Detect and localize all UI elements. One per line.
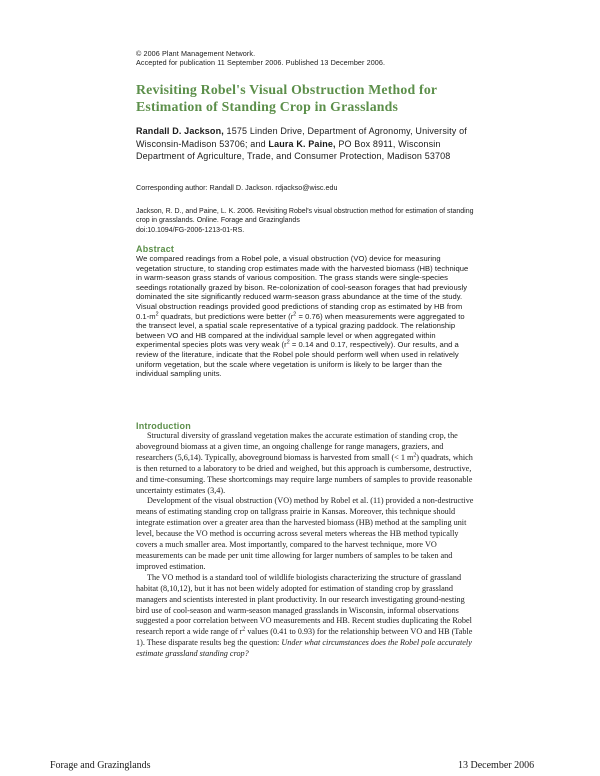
abstract-heading: Abstract (136, 244, 175, 254)
superscript: 2 (293, 311, 297, 318)
intro-p3-part-a: The VO method is a standard tool of wildlife biologists characterizing the structure of grassland habitat (8,10,12), but it has not been widely adopted for estimation of standing crop by grassland managers and scientists interested in plant productivity. In our research investigating ground-nesting bird use of cool-season and warm-season managed grasslands in Wisconsin, informal observations suggested a poor correlation between VO measurements and HB. Recent studies duplicating the Robel research report a wide range of r (136, 572, 472, 637)
accepted-line: Accepted for publication 11 September 2006. Published 13 December 2006. (136, 58, 386, 67)
abstract-part-1: We compared readings from a Robel pole, a visual obstruction (VO) device for measuring vegetation structure, to standing crop estimates made with the harvested biomass (HB) technique in warm-season grass stands of various composition. The grass stands were single-species seedings rotationally grazed by bison. Re-colonization of cool-season forages that had previously dominated the site significantly reduced warm-season grass abundance at the time of the study. Visual obstruction readings provided good predictions of standing crop as estimated by HB from 0.1-m (136, 254, 469, 321)
introduction-text (136, 431, 476, 660)
intro-paragraph-3 (136, 573, 476, 660)
intro-p3-question: Under what circumstances does the Robel pole accurately estimate grassland standing crop? (136, 638, 472, 659)
author-1-affiliation: 1575 Linden Drive, Department of Agronomy, University of Wisconsin-Madison 53706; and (136, 126, 467, 149)
superscript: 2 (242, 626, 246, 633)
copyright-notice (136, 49, 474, 67)
abstract-part-2: quadrats, but predictions were better (r (158, 311, 294, 321)
superscript: 2 (413, 452, 417, 459)
superscript: 2 (155, 311, 159, 318)
introduction-heading: Introduction (136, 421, 191, 431)
intro-p3-part-b: values (0.41 to 0.93) for the relationship between VO and HB (Table 1). These disparate results beg the question: (136, 627, 473, 648)
article-title: Revisiting Robel's Visual Obstruction Method for Estimation of Standing Crop in Grasslands (136, 82, 438, 114)
intro-paragraph-2: Development of the visual obstruction (VO) method by Robel et al. (11) provided a non-destructive means of estimating standing crop on tallgrass prairie in Kansas. Moreover, this technique should integrate estimation over a greater area than the harvested biomass (HB) method at the sampling unit level, because the VO method is occurring across several meters whereas the HB method typically covers a much smaller area. Most importantly, compared to the harvest technique, more VO measurements can be made per unit time allowing for larger numbers of samples to be taken and improved estimation. (136, 496, 474, 571)
abstract-part-3: = 0.76) when measurements were aggregated to the transect level, a spatial scale representative of a typical grazing paddock. The relationship between VO and HB compared at the individual sample level or when aggregated within experimental species plots was very weak (r (136, 311, 465, 350)
author-2-affiliation: PO Box 8911, Wisconsin Department of Agriculture, Trade, and Consumer Protection, Madison 53708 (136, 138, 451, 162)
author-1-name: Randall D. Jackson, (136, 126, 224, 136)
corresponding-author: Corresponding author: Randall D. Jackson. rdjackso@wisc.edu (136, 183, 338, 192)
citation-text: Jackson, R. D., and Paine, L. K. 2006. Revisiting Robel's visual obstruction method for estimation of standing crop in grasslands. Online. Forage and Grazinglands (136, 208, 474, 225)
copyright-line: © 2006 Plant Management Network. (136, 49, 256, 58)
superscript: 2 (286, 339, 290, 346)
intro-p1-part-a: Structural diversity of grassland vegetation makes the accurate estimation of standing crop, the aboveground biomass at a given time, an ongoing challenge for range managers, graziers, and researchers (5,6,14). Typically, aboveground biomass is harvested from small (< 1 m (136, 431, 458, 462)
footer-date: 13 December 2006 (458, 760, 535, 771)
citation-doi: doi:10.1094/FG-2006-1213-01-RS. (136, 226, 245, 234)
footer-journal: Forage and Grazinglands (50, 760, 151, 771)
author-2-name: Laura K. Paine, (268, 138, 336, 149)
abstract-text (136, 254, 474, 379)
author-block (136, 125, 474, 163)
intro-p1-part-b: ) quadrats, which is then returned to a laboratory to be dried and weighed, but this approach is cumbersome, destructive, and time-consuming. These shortcomings may require large numbers of samples to provide reasonable uncertainty estimates (3,4). (136, 452, 473, 495)
abstract-part-4: = 0.14 and 0.17, respectively). Our results, and a review of the literature, indicate that the Robel pole should perform well when used in relatively uniform vegetation, but the scale where vegetation is uniform is likely to be larger than the individual sampling units. (136, 340, 459, 379)
citation (136, 207, 474, 235)
intro-paragraph-1 (136, 431, 476, 496)
